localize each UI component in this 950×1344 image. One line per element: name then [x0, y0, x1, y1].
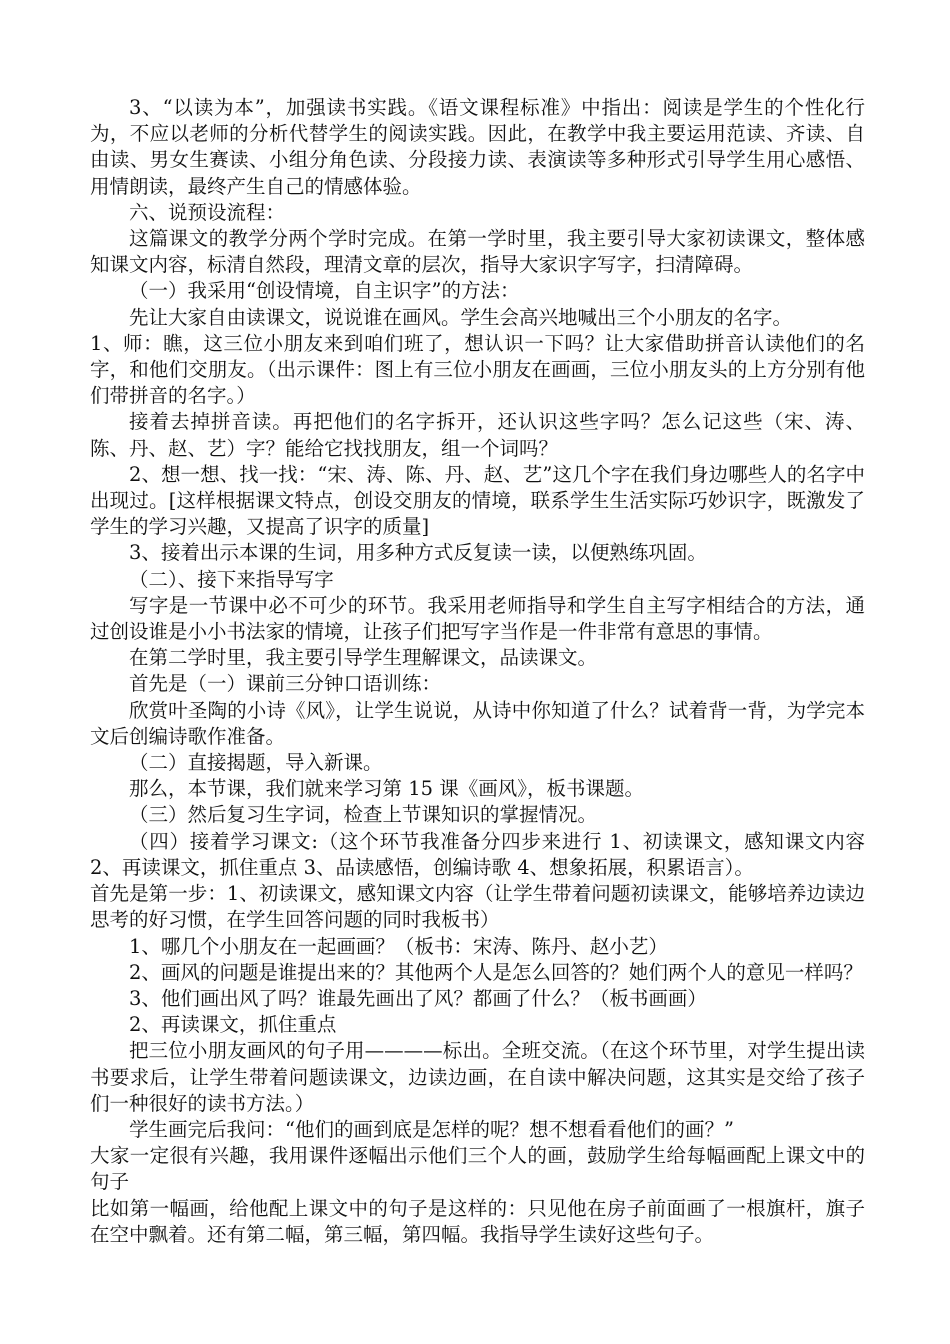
paragraph: 首先是（一）课前三分钟口语训练：	[129, 672, 442, 696]
paragraph: 1、哪几个小朋友在一起画画？（板书：宋涛、陈丹、赵小艺）	[129, 934, 668, 958]
section-heading: 六、说预设流程：	[129, 200, 286, 224]
paragraph: 把三位小朋友画风的句子用————标出。全班交流。（在这个环节里，对学生提出读书要求后，让学生带着问题读课文，边读边画，在自读中解决问题，这其实是交给了孩子们一种很好的读书方法。）	[90, 1039, 865, 1115]
paragraph: 3、他们画出风了吗？谁最先画出了风？都画了什么？（板书画画）	[129, 986, 707, 1010]
paragraph: （四）接着学习课文:（这个环节我准备分四步来进行 1、初读课文，感知课文内容 2、再读课文，抓住重点 3、品读感悟，创编诗歌 4、想象拓展，积累语言）。	[90, 829, 865, 879]
paragraph: 先让大家自由读课文，说说谁在画风。学生会高兴地喊出三个小朋友的名字。	[129, 305, 793, 329]
paragraph: 学生画完后我问：“他们的画到底是怎样的呢？想不想看看他们的画？”	[129, 1117, 734, 1141]
paragraph: 3、“以读为本”，加强读书实践。《语文课程标准》中指出：阅读是学生的个性化行为，不应以老师的分析代替学生的阅读实践。因此，在教学中我主要运用范读、齐读、自由读、男女生赛读、小组分角色读、分段接力读、表演读等多种形式引导学生用心感悟、用情朗读，最终产生自己的情感体验。	[90, 96, 865, 198]
paragraph: 3、接着出示本课的生词，用多种方式反复读一读，以便熟练巩固。	[129, 541, 707, 565]
paragraph: 这篇课文的教学分两个学时完成。在第一学时里，我主要引导大家初读课文，整体感知课文内容，标清自然段，理清文章的层次，指导大家识字写字，扫清障碍。	[90, 227, 865, 277]
paragraph: 1、师：瞧，这三位小朋友来到咱们班了，想认识一下吗？让大家借助拼音认读他们的名字，和他们交朋友。（出示课件：图上有三位小朋友在画画，三位小朋友头的上方分别有他们带拼音的名字。）	[90, 331, 865, 408]
paragraph: 首先是第一步：1、初读课文，感知课文内容（让学生带着问题初读课文，能够培养边读边思考的好习惯，在学生回答问题的同时我板书）	[90, 882, 865, 932]
paragraph: 大家一定很有兴趣，我用课件逐幅出示他们三个人的画，鼓励学生给每幅画配上课文中的句子	[90, 1144, 865, 1194]
paragraph: 那么，本节课，我们就来学习第 15 课《画风》，板书课题。	[129, 777, 644, 801]
paragraph: （一）我采用“创设情境，自主识字”的方法：	[129, 279, 520, 303]
paragraph: 2、再读课文，抓住重点	[129, 1013, 337, 1037]
paragraph: 欣赏叶圣陶的小诗《风》，让学生说说，从诗中你知道了什么？试着背一背，为学完本文后创编诗歌作准备。	[90, 698, 865, 748]
paragraph: （三）然后复习生字词，检查上节课知识的掌握情况。	[129, 803, 598, 827]
document-page	[90, 95, 865, 1248]
paragraph: 比如第一幅画，给他配上课文中的句子是这样的：只见他在房子前面画了一根旗杆，旗子在空中飘着。还有第二幅，第三幅，第四幅。我指导学生读好这些句子。	[90, 1196, 865, 1246]
paragraph: 在第二学时里，我主要引导学生理解课文，品读课文。	[129, 646, 598, 670]
paragraph: （二）、接下来指导写字	[129, 567, 334, 591]
paragraph: 2、画风的问题是谁提出来的？其他两个人是怎么回答的？她们两个人的意见一样吗？	[129, 960, 863, 984]
paragraph: 接着去掉拼音读。再把他们的名字拆开，还认识这些字吗？怎么记这些（宋、涛、陈、丹、赵、艺）字？能给它找找朋友，组一个词吗？	[90, 410, 865, 460]
paragraph: 2、想一想、找一找：“宋、涛、陈、丹、赵、艺”这几个字在我们身边哪些人的名字中出现过。[这样根据课文特点，创设交朋友的情境，联系学生生活实际巧妙识字，既激发了学生的学习兴趣，又提高了识字的质量]	[90, 462, 865, 539]
paragraph: （二）直接揭题，导入新课。	[129, 751, 383, 775]
paragraph: 写字是一节课中必不可少的环节。我采用老师指导和学生自主写字相结合的方法，通过创设谁是小小书法家的情境，让孩子们把写字当作是一件非常有意思的事情。	[90, 593, 865, 644]
